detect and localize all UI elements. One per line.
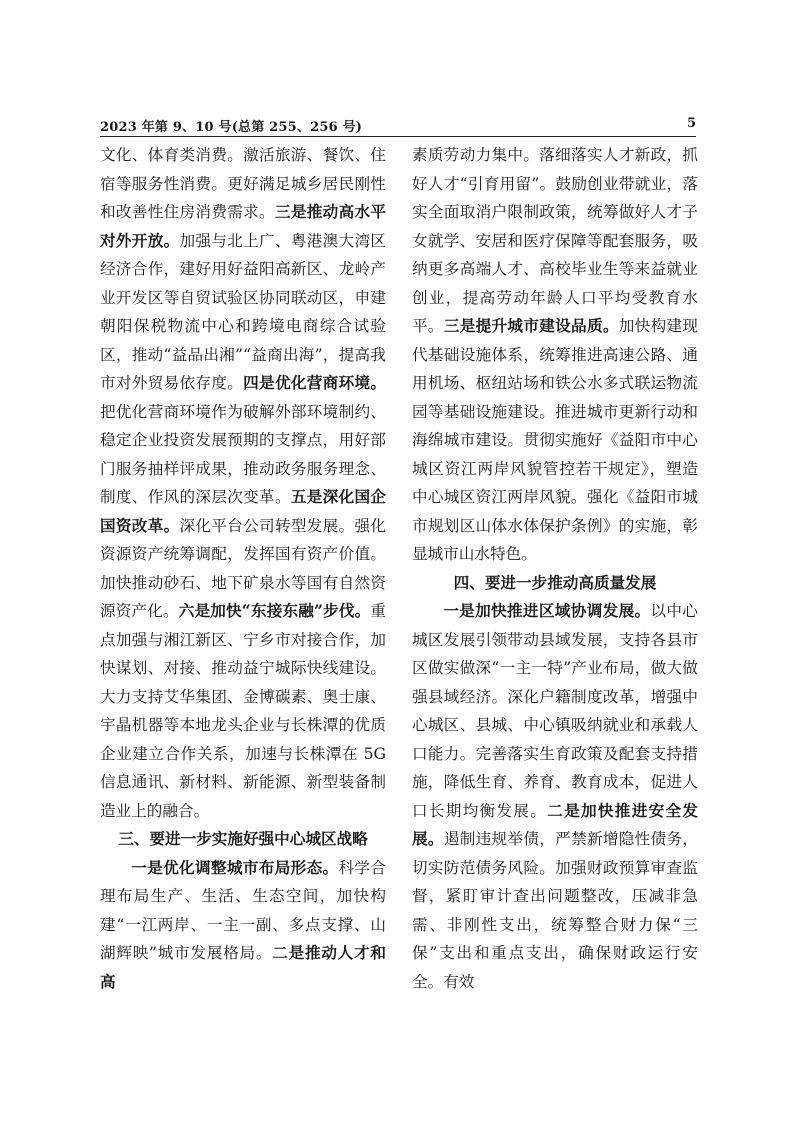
section-heading-3: 三、要进一步实施好强中心城区战略: [118, 830, 368, 848]
text-run: 重点加强与湘江新区、宁乡市对接合作，加快谋划、对接、推动益宁城际快线建设。大力支持艾华集团、金博碳素、奥士康、宇晶机器等本地龙头企业与长株潭的优质企业建立合作关系，加速与长株潭在 5G 信息通讯、新材料、新能源、新型装备制造业上的融合。: [100, 602, 386, 820]
text-run: 遏制违规举债，严禁新增隐性债务，切实防范债务风险。加强财政预算审查监督，紧盯审计查出问题整改，压减非急需、非刚性支出，统筹整合财力保“三保”支出和重点支出，确保财政运行安全。有效: [412, 830, 698, 991]
emphasis-run: 二是加快推进安全发展。: [412, 800, 698, 848]
section-heading-4: 四、要进一步推动高质量发展: [453, 573, 657, 592]
text-run: 深化平台公司转型发展。强化资源资产统筹调配，发挥国有资产价值。加快推动砂石、地下矿泉水等国有自然资源资产化。: [100, 516, 386, 620]
text-run: 加快构建现代基础设施体系，统筹推进高速公路、通用机场、枢纽站场和铁公水多式联运物流园等基础设施建设。推进城市更新行动和海绵城市建设。贯彻实施好《益阳市中心城区资江两岸风貌管控若干规定》，塑造中心城区资江两岸风貌。强化《益阳市城市规划区山体水体保护条例》的实施，彰显城市山水特色。: [412, 317, 698, 563]
emphasis-run: 四是优化营商环境。: [243, 373, 386, 392]
emphasis-run: 五是深化国企国资改革。: [100, 487, 386, 535]
paragraph: [100, 854, 386, 997]
paragraph: [412, 141, 698, 569]
text-run: 科学合理布局生产、生活、生态空间，加快构建“一江两岸、一主一副、多点支撑、山湖辉映”城市发展格局。: [100, 858, 386, 962]
text-run: 把优化营商环境作为破解外部环境制约、稳定企业投资发展预期的支撑点，用好部门服务抽样评成果，推动政务服务理念、制度、作风的深层次变革。: [100, 402, 386, 506]
text-run: 加强与北上广、粤港澳大湾区经济合作，建好用好益阳高新区、龙岭产业开发区等自贸试验区协同联动区，申建朝阳保税物流中心和跨境电商综合试验区，推动“益品出湘”“益商出海”，提高我市对外贸易依存度。: [100, 231, 386, 392]
emphasis-run: 一是优化调整城市布局形态。: [131, 857, 339, 877]
text-run: 以中心城区发展引领带动县域发展，支持各县市区做实做深“一主一特”产业布局，做大做强县域经济。深化户籍制度改革，增强中心城区、县城、中心镇吸纳就业和承载人口能力。完善落实生育政策及配套支持措施，降低生育、养育、教育成本，促进人口长期均衡发展。: [412, 602, 698, 820]
emphasis-run: 二是推动人才和高: [100, 943, 386, 991]
right-column: [412, 141, 698, 996]
emphasis-run: 三是推动高水平对外开放。: [100, 202, 386, 250]
left-column: [100, 141, 386, 996]
paragraph: [412, 597, 698, 996]
emphasis-run: 一是加快推进区域协调发展。: [443, 601, 651, 620]
page-number: 5: [686, 116, 696, 131]
issue-label: 2023 年第 9、10 号(总第 255、256 号): [100, 120, 363, 135]
text-run: 素质劳动力集中。落细落实人才新政，抓好人才“引育用留”。鼓励创业带就业，落实全面取消户限制政策，统筹做好人才子女就学、安居和医疗保障等配套服务，吸纳更多高端人才、高校毕业生等来益就业创业，提高劳动年龄人口平均受教育水平。: [412, 146, 698, 335]
emphasis-run: 三是提升城市建设品质。: [443, 316, 619, 335]
page-header: [100, 116, 696, 137]
text-run: 文化、体育类消费。激活旅游、餐饮、住宿等服务性消费。更好满足城乡居民刚性和改善性住房消费需求。: [100, 146, 386, 221]
paragraph: [100, 141, 386, 825]
emphasis-run: 六是加快“东接东融”步伐。: [178, 601, 371, 620]
